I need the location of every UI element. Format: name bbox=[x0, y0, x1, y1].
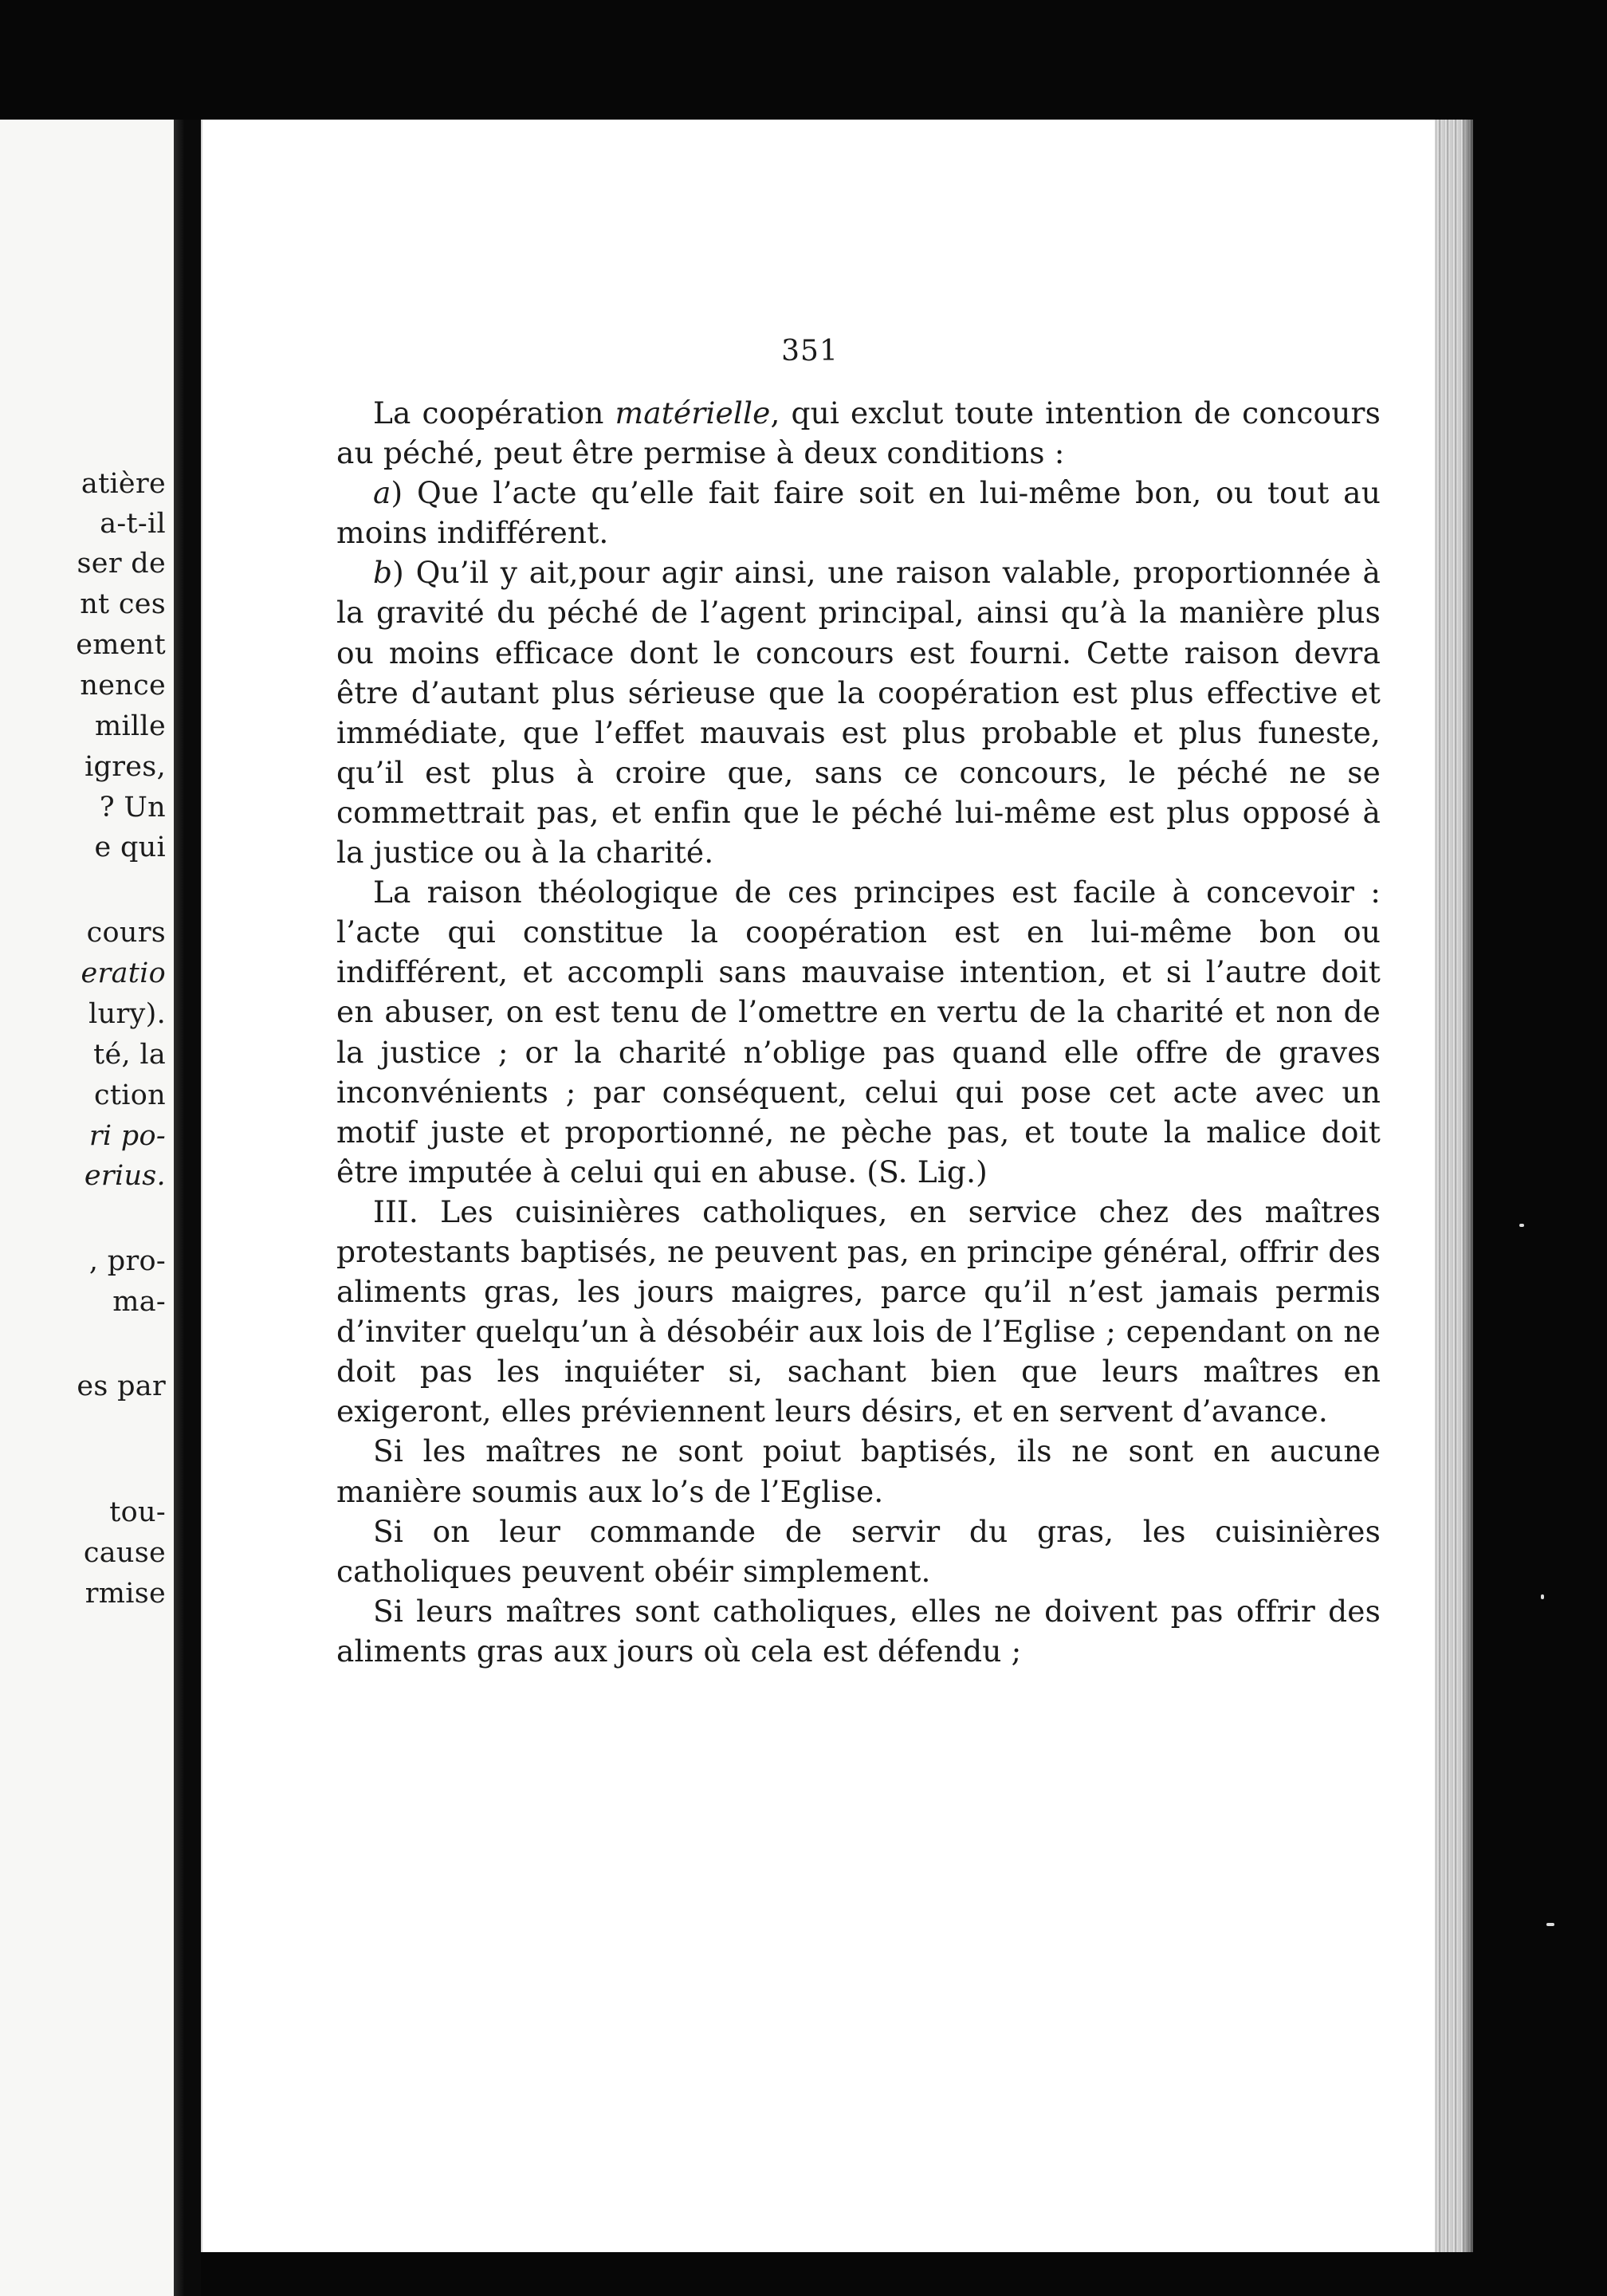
left-page-line: cause bbox=[83, 1537, 166, 1569]
paragraph: Si leurs maîtres sont catholiques, elles ne doivent pas offrir des aliments gras aux jours où cela est défendu ; bbox=[336, 1593, 1381, 1669]
paragraph: b) Qu’il y ait,pour agir ainsi, une raison valable, proportionnée à la gravité du péché de l’agent principal, ainsi qu’à la manière plus ou moins efficace dont le concours est fourni. Cette raison devra être d’autant plus sérieuse que la coopération est plus effective et immédiate, que l’effet mauvais est plus probable et plus funeste, qu’il est plus à croire que, sans ce concours, le péché ne se commettrait pas, et enfin que le péché lui-même est plus opposé à la justice ou à la charité. bbox=[336, 555, 1381, 871]
left-page-line: nence bbox=[80, 670, 166, 702]
paragraph: Si les maîtres ne sont poiut baptisés, ils ne sont en aucune manière soumis aux lo’s de l’Eglise. bbox=[336, 1433, 1381, 1509]
left-page-line: lury). bbox=[88, 998, 166, 1030]
left-page-line: igres, bbox=[84, 751, 166, 783]
left-page-line: a-t-il bbox=[100, 508, 166, 540]
left-page-line: es par bbox=[77, 1370, 166, 1402]
left-page-line: ction bbox=[94, 1079, 166, 1111]
left-page-line: eratio bbox=[81, 957, 166, 989]
left-page-line: e qui bbox=[94, 832, 166, 863]
paragraph: La coopération matérielle, qui exclut toute intention de concours au péché, peut être permise à deux conditions : bbox=[336, 395, 1381, 471]
dust-speck bbox=[1541, 1594, 1544, 1599]
left-page-line: atière bbox=[81, 468, 166, 500]
left-page-line: tou- bbox=[109, 1496, 166, 1528]
paragraph: Si on leur commande de servir du gras, les cuisinières catholiques peuvent obéir simplement. bbox=[336, 1513, 1381, 1589]
left-page-line: ser de bbox=[77, 548, 166, 580]
left-page-line: erius. bbox=[84, 1160, 166, 1192]
left-page-line: ma- bbox=[112, 1286, 166, 1318]
paragraph: III. Les cuisinières catholiques, en service chez des maîtres protestants baptisés, ne peuvent pas, en principe général, offrir des aliments gras, les jours maigres, parce qu’il n’est jamais permis d’inviter quelqu’un à désobéir aux lois de l’Eglise ; cependant on ne doit pas les inquiéter si, sachant bien que leurs maîtres en exigeront, elles préviennent leurs désirs, et en servent d’avance. bbox=[336, 1193, 1381, 1429]
book-gutter bbox=[174, 120, 201, 2296]
page-text bbox=[336, 393, 1381, 1671]
book-page bbox=[201, 120, 1436, 2252]
left-page-fragment bbox=[0, 120, 174, 2296]
dust-speck bbox=[1519, 1224, 1524, 1227]
dust-speck bbox=[1546, 1923, 1554, 1926]
left-page-line: ? Un bbox=[99, 792, 166, 824]
page-edge bbox=[1435, 120, 1473, 2252]
page-number: 351 bbox=[781, 335, 839, 368]
left-page-line: ri po- bbox=[88, 1120, 166, 1152]
left-page-line: cours bbox=[86, 917, 166, 949]
left-page-line: , pro- bbox=[88, 1245, 166, 1277]
left-page-line: ement bbox=[76, 629, 166, 661]
paragraph: La raison théologique de ces principes est facile à concevoir : l’acte qui constitue la coopération est en lui-même bon ou indifférent, et accompli sans mauvaise intention, et si l’autre doit en abuser, on est tenu de l’omettre en vertu de la charité et non de la justice ; or la charité n’oblige pas quand elle offre de graves inconvénients ; par conséquent, celui qui pose cet acte avec un motif juste et proportionné, ne pèche pas, et toute la malice doit être imputée à celui qui en abuse. (S. Lig.) bbox=[336, 875, 1381, 1189]
paragraph: a) Que l’acte qu’elle fait faire soit en lui-même bon, ou tout au moins indifférent. bbox=[336, 475, 1381, 551]
left-page-line: rmise bbox=[84, 1578, 166, 1610]
left-page-line: nt ces bbox=[80, 588, 166, 620]
left-page-line: té, la bbox=[93, 1039, 166, 1071]
left-page-line: mille bbox=[95, 710, 166, 742]
